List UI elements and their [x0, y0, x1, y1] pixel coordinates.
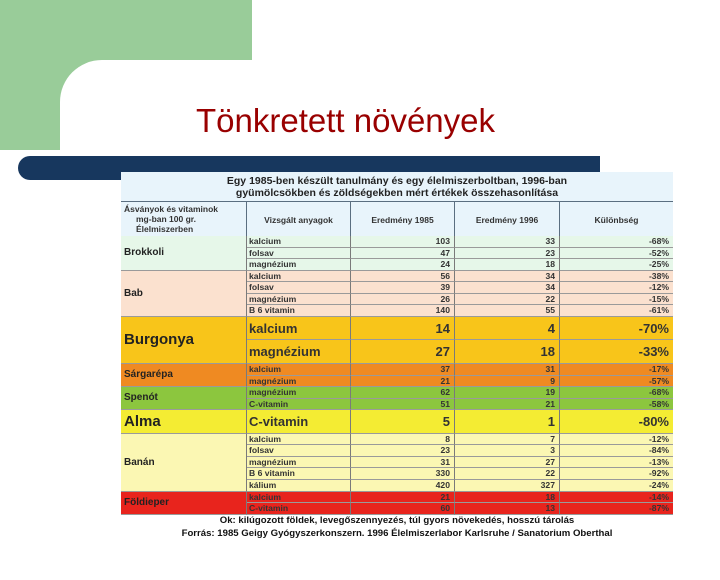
- substance-cell: folsav: [247, 248, 351, 260]
- column-header-substance: Vizsgált anyagok: [247, 202, 351, 236]
- column-header-1996: Eredmény 1996: [455, 202, 560, 236]
- value-1996-cell: 33: [455, 236, 560, 248]
- value-1985-cell: 60: [351, 503, 455, 515]
- difference-cell: -17%: [560, 364, 673, 376]
- food-name: Brokkoli: [124, 247, 165, 259]
- difference-cell: -70%: [560, 317, 673, 341]
- difference-cell: -52%: [560, 248, 673, 260]
- difference-cell: -87%: [560, 503, 673, 515]
- substance-cell: B 6 vitamin: [247, 468, 351, 480]
- substance-cell: magnézium: [247, 294, 351, 306]
- value-1996-cell: 21: [455, 399, 560, 411]
- difference-cell: -13%: [560, 457, 673, 469]
- substance-cell: magnézium: [247, 376, 351, 388]
- food-name: Földieper: [124, 496, 170, 508]
- value-1996-cell: 18: [455, 259, 560, 271]
- substance-cell: C-vitamin: [247, 399, 351, 411]
- value-1985-cell: 37: [351, 364, 455, 376]
- value-1996-cell: 55: [455, 305, 560, 317]
- substance-cell: folsav: [247, 445, 351, 457]
- table-caption-line: gyümölcsökben és zöldségekben mért értékek összehasonlítása: [235, 187, 559, 199]
- substance-cell: folsav: [247, 282, 351, 294]
- value-1985-cell: 47: [351, 248, 455, 260]
- food-group: [121, 317, 673, 364]
- food-name-cell: [121, 317, 247, 364]
- difference-cell: -61%: [560, 305, 673, 317]
- value-1996-cell: 3: [455, 445, 560, 457]
- value-1996-cell: 18: [455, 340, 560, 364]
- column-header-food-line: mg-ban 100 gr.: [136, 214, 196, 224]
- table-footer-cause: Ok: kilúgozott földek, levegőszennyezés, túl gyors növekedés, hosszú tárolás: [121, 515, 673, 526]
- substance-cell: B 6 vitamin: [247, 305, 351, 317]
- value-1985-cell: 420: [351, 480, 455, 492]
- table-caption-line: Egy 1985-ben készült tanulmány és egy élelmiszerboltban, 1996-ban: [226, 175, 568, 187]
- value-1985-cell: 21: [351, 492, 455, 504]
- value-1996-cell: 22: [455, 294, 560, 306]
- food-group: [121, 271, 673, 317]
- substance-cell: C-vitamin: [247, 503, 351, 515]
- value-1996-cell: 23: [455, 248, 560, 260]
- difference-cell: -25%: [560, 259, 673, 271]
- slide-title: Tönkretett növények: [196, 102, 495, 139]
- value-1996-cell: 34: [455, 271, 560, 283]
- value-1985-cell: 24: [351, 259, 455, 271]
- difference-cell: -80%: [560, 410, 673, 434]
- value-1996-cell: 9: [455, 376, 560, 388]
- table-caption: [121, 172, 673, 202]
- value-1985-cell: 62: [351, 387, 455, 399]
- value-1985-cell: 56: [351, 271, 455, 283]
- food-name-cell: [121, 364, 247, 387]
- food-name-cell: [121, 434, 247, 492]
- substance-cell: kalcium: [247, 364, 351, 376]
- value-1985-cell: 5: [351, 410, 455, 434]
- value-1985-cell: 23: [351, 445, 455, 457]
- column-header-1985: Eredmény 1985: [351, 202, 455, 236]
- food-name-cell: [121, 410, 247, 434]
- value-1996-cell: 18: [455, 492, 560, 504]
- substance-cell: C-vitamin: [247, 410, 351, 434]
- value-1985-cell: 27: [351, 340, 455, 364]
- substance-cell: kalcium: [247, 492, 351, 504]
- difference-cell: -12%: [560, 282, 673, 294]
- value-1996-cell: 27: [455, 457, 560, 469]
- value-1996-cell: 22: [455, 468, 560, 480]
- difference-cell: -57%: [560, 376, 673, 388]
- food-group: [121, 434, 673, 492]
- value-1985-cell: 14: [351, 317, 455, 341]
- food-name: Banán: [124, 456, 155, 468]
- column-header-food-line: Ásványok és vitaminok: [124, 204, 219, 214]
- substance-cell: kalcium: [247, 317, 351, 341]
- food-name-cell: [121, 492, 247, 515]
- value-1985-cell: 330: [351, 468, 455, 480]
- difference-cell: -24%: [560, 480, 673, 492]
- difference-cell: -14%: [560, 492, 673, 504]
- food-name: Sárgarépa: [124, 369, 173, 381]
- value-1996-cell: 19: [455, 387, 560, 399]
- food-name-cell: [121, 271, 247, 317]
- nutrient-comparison-table: [121, 172, 673, 540]
- value-1985-cell: 8: [351, 434, 455, 446]
- column-header-food-line: Élelmiszerben: [136, 224, 194, 234]
- difference-cell: -38%: [560, 271, 673, 283]
- difference-cell: -68%: [560, 236, 673, 248]
- difference-cell: -92%: [560, 468, 673, 480]
- food-name: Bab: [124, 287, 143, 299]
- difference-cell: -33%: [560, 340, 673, 364]
- difference-cell: -58%: [560, 399, 673, 411]
- column-header-difference: Különbség: [594, 215, 639, 225]
- substance-cell: magnézium: [247, 387, 351, 399]
- value-1985-cell: 31: [351, 457, 455, 469]
- value-1985-cell: 51: [351, 399, 455, 411]
- food-group: [121, 387, 673, 410]
- value-1985-cell: 140: [351, 305, 455, 317]
- food-name: Spenót: [124, 392, 158, 404]
- substance-cell: kalcium: [247, 236, 351, 248]
- value-1996-cell: 327: [455, 480, 560, 492]
- food-name: Burgonya: [124, 331, 195, 349]
- substance-cell: magnézium: [247, 340, 351, 364]
- food-group: [121, 364, 673, 387]
- value-1985-cell: 21: [351, 376, 455, 388]
- substance-cell: kalcium: [247, 434, 351, 446]
- food-name-cell: [121, 236, 247, 271]
- difference-cell: -84%: [560, 445, 673, 457]
- difference-cell: -12%: [560, 434, 673, 446]
- substance-cell: magnézium: [247, 259, 351, 271]
- food-group: [121, 410, 673, 434]
- value-1985-cell: 39: [351, 282, 455, 294]
- value-1985-cell: 26: [351, 294, 455, 306]
- substance-cell: magnézium: [247, 457, 351, 469]
- value-1996-cell: 4: [455, 317, 560, 341]
- difference-cell: -68%: [560, 387, 673, 399]
- substance-cell: kálium: [247, 480, 351, 492]
- food-group: [121, 492, 673, 515]
- table-footer-source: Forrás: 1985 Geigy Gyógyszerkonszern. 1996 Élelmiszerlabor Karlsruhe / Sanatorium Oberthal: [121, 528, 673, 539]
- value-1996-cell: 13: [455, 503, 560, 515]
- substance-cell: kalcium: [247, 271, 351, 283]
- column-header-food: [121, 202, 247, 236]
- value-1985-cell: 103: [351, 236, 455, 248]
- value-1996-cell: 1: [455, 410, 560, 434]
- table-header-row: [121, 202, 673, 236]
- food-name: Alma: [124, 412, 161, 430]
- food-name-cell: [121, 387, 247, 410]
- value-1996-cell: 34: [455, 282, 560, 294]
- value-1996-cell: 7: [455, 434, 560, 446]
- food-group: [121, 236, 673, 271]
- difference-cell: -15%: [560, 294, 673, 306]
- value-1996-cell: 31: [455, 364, 560, 376]
